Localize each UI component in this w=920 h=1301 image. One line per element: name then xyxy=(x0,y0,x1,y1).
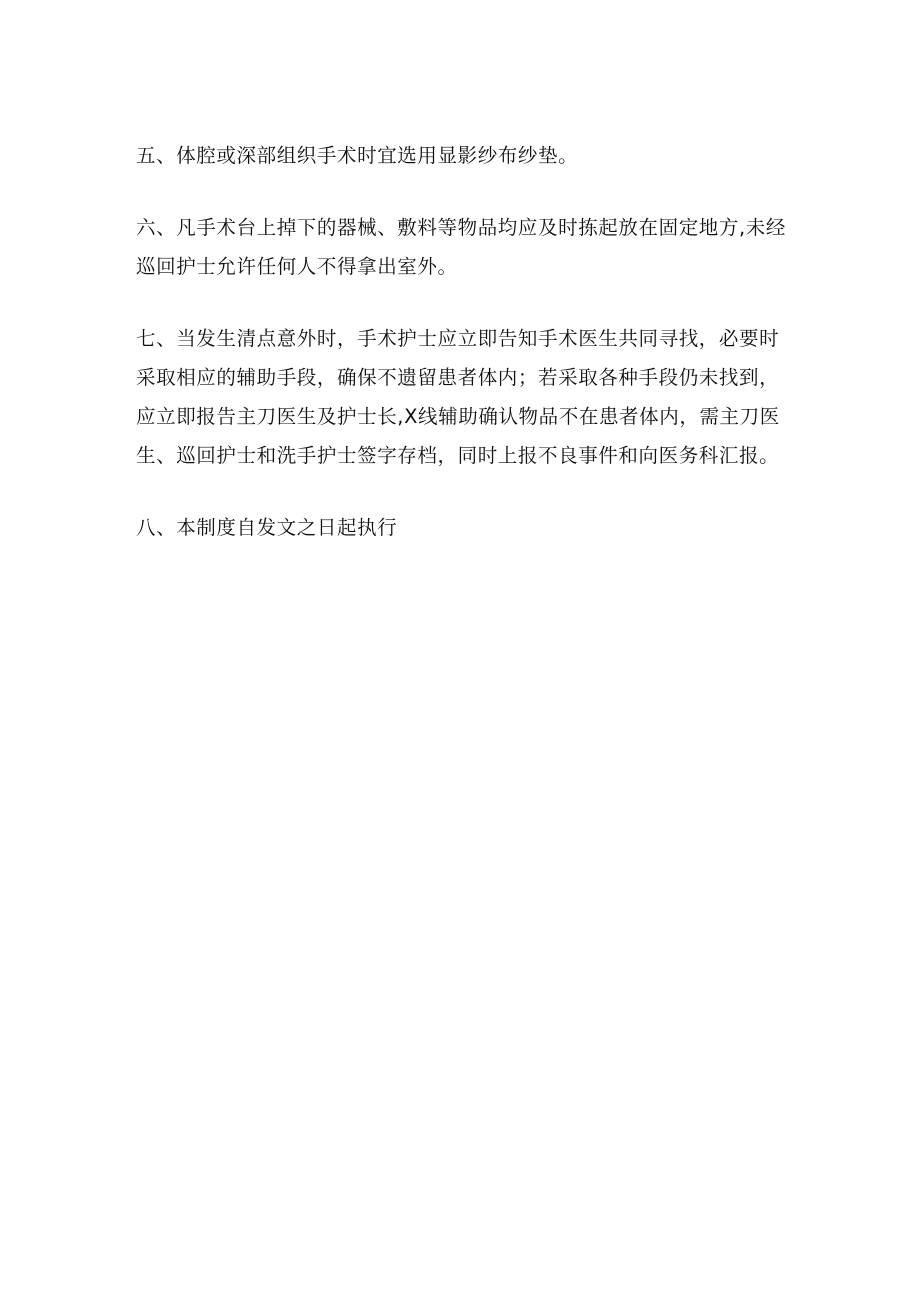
paragraph-5 xyxy=(136,136,796,175)
paragraph-7 xyxy=(136,319,796,475)
paragraph-8 xyxy=(136,508,796,547)
paragraph-line: 八、本制度自发文之日起执行 xyxy=(136,516,398,539)
paragraph-6 xyxy=(136,208,796,286)
document-body xyxy=(136,136,796,580)
paragraph-line: 五、体腔或深部组织手术时宜选用显影纱布纱垫。 xyxy=(136,144,579,167)
paragraph-line: 采取相应的辅助手段，确保不遗留患者体内；若采取各种手段仍未找到， xyxy=(136,366,780,389)
paragraph-line: 生、巡回护士和洗手护士签字存档，同时上报不良事件和向医务科汇报。 xyxy=(136,444,780,467)
paragraph-line: 巡回护士允许任何人不得拿出室外。 xyxy=(136,255,458,278)
paragraph-line: 应立即报告主刀医生及护士长,X线辅助确认物品不在患者体内，需主刀医 xyxy=(136,405,780,428)
paragraph-line: 七、当发生清点意外时，手术护士应立即告知手术医生共同寻找，必要时 xyxy=(136,327,780,350)
paragraph-line: 六、凡手术台上掉下的器械、敷料等物品均应及时拣起放在固定地方,未经 xyxy=(136,216,786,239)
